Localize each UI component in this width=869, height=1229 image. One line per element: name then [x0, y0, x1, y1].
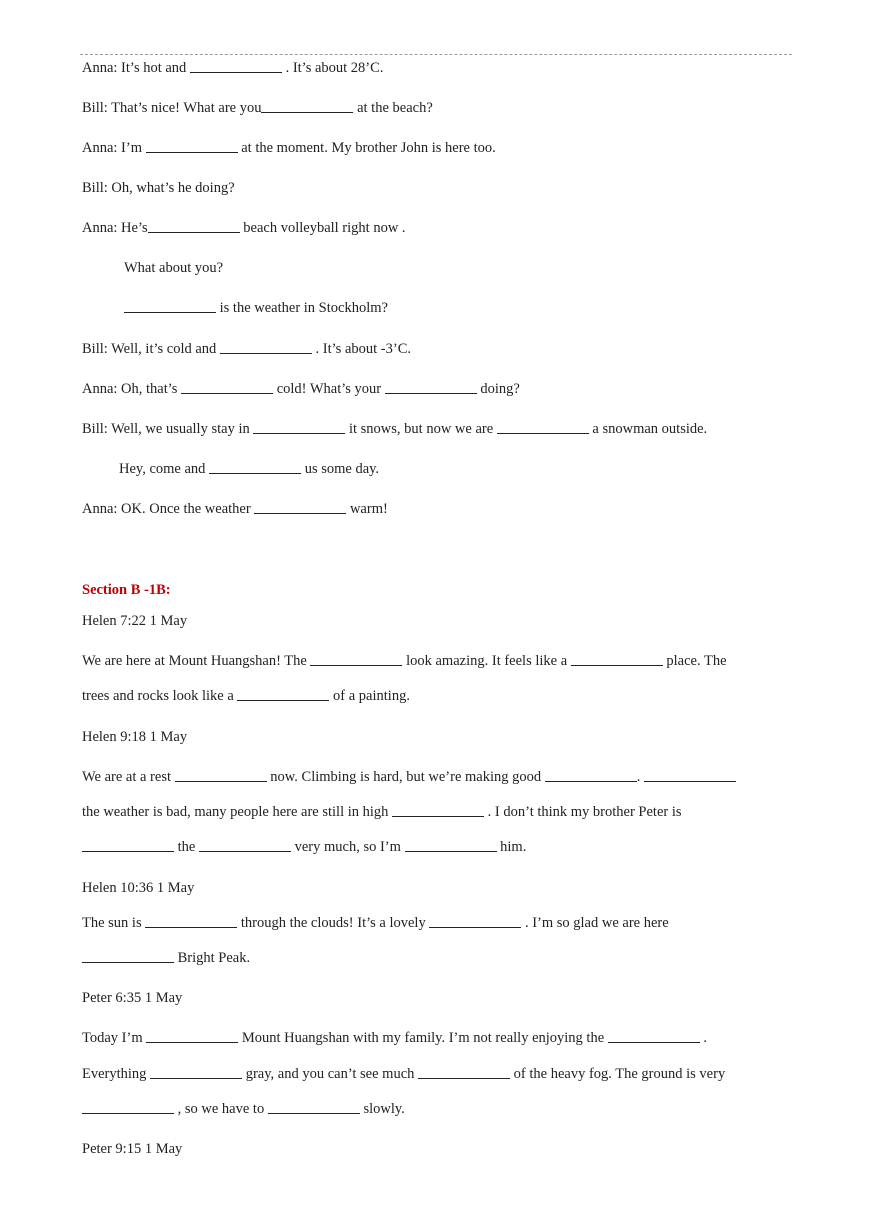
line-text: place. The: [662, 653, 727, 669]
header-rule: [80, 54, 792, 55]
line-text: Hey, come and: [119, 461, 210, 477]
line-text: We are at a rest: [82, 769, 175, 785]
line-text: .: [699, 1030, 708, 1046]
line-text: Helen 10:36 1 May: [82, 880, 195, 896]
answer-blank[interactable]: [175, 780, 267, 782]
line-text: Bill: Well, it’s cold and: [82, 341, 220, 357]
line-text: Peter 6:35 1 May: [82, 990, 183, 1006]
answer-blank[interactable]: [545, 780, 637, 782]
line-text: .: [636, 769, 645, 785]
line-text: . I don’t think my brother Peter is: [484, 804, 682, 820]
line-text: is the weather in Stockholm?: [216, 300, 388, 316]
answer-blank[interactable]: [190, 71, 282, 73]
text-line: [82, 839, 526, 856]
line-text: Bill: Well, we usually stay in: [82, 421, 254, 437]
line-text: trees and rocks look like a: [82, 688, 238, 704]
line-text: The sun is: [82, 915, 146, 931]
answer-blank[interactable]: [146, 1041, 238, 1043]
answer-blank[interactable]: [148, 231, 240, 233]
answer-blank[interactable]: [82, 961, 174, 963]
line-text: gray, and you can’t see much: [242, 1066, 419, 1082]
line-text: now. Climbing is hard, but we’re making good: [266, 769, 545, 785]
text-line: [82, 1101, 405, 1118]
text-line: [82, 501, 388, 518]
answer-blank[interactable]: [124, 311, 216, 313]
section-heading: Section B -1B:: [82, 582, 171, 598]
answer-blank[interactable]: [253, 432, 345, 434]
answer-blank[interactable]: [82, 850, 174, 852]
line-text: Helen 9:18 1 May: [82, 729, 188, 745]
text-line: [82, 804, 682, 821]
line-text: at the moment. My brother John is here too.: [237, 140, 496, 156]
line-text: Bright Peak.: [174, 950, 251, 966]
line-text: . It’s about 28’C.: [281, 60, 384, 76]
text-line: [82, 915, 669, 932]
line-text: Everything: [82, 1066, 151, 1082]
text-line: [82, 60, 383, 77]
line-text: warm!: [346, 501, 388, 517]
line-text: the: [174, 839, 199, 855]
line-text: Today I’m: [82, 1030, 147, 1046]
line-text: Mount Huangshan with my family. I’m not really enjoying the: [238, 1030, 608, 1046]
text-line: [82, 729, 187, 746]
line-text: Anna: It’s hot and: [82, 60, 190, 76]
line-text: cold! What’s your: [273, 381, 385, 397]
answer-blank[interactable]: [145, 926, 237, 928]
line-text: . I’m so glad we are here: [521, 915, 669, 931]
answer-blank[interactable]: [82, 1112, 174, 1114]
line-text: We are here at Mount Huangshan! The: [82, 653, 311, 669]
answer-blank[interactable]: [146, 151, 238, 153]
answer-blank[interactable]: [571, 664, 663, 666]
text-line: [82, 220, 406, 237]
line-text: doing?: [476, 381, 520, 397]
line-text: look amazing. It feels like a: [402, 653, 571, 669]
line-text: . It’s about -3’C.: [311, 341, 411, 357]
answer-blank[interactable]: [497, 432, 589, 434]
answer-blank[interactable]: [209, 472, 301, 474]
text-line: [82, 1141, 182, 1158]
line-text: it snows, but now we are: [345, 421, 497, 437]
answer-blank[interactable]: [418, 1077, 510, 1079]
answer-blank[interactable]: [237, 699, 329, 701]
text-line: [82, 381, 520, 398]
line-text: Bill: Oh, what’s he doing?: [82, 180, 235, 196]
text-line: [82, 880, 194, 897]
answer-blank[interactable]: [310, 664, 402, 666]
answer-blank[interactable]: [608, 1041, 700, 1043]
answer-blank[interactable]: [644, 780, 736, 782]
text-line: [124, 300, 388, 317]
answer-blank[interactable]: [220, 352, 312, 354]
line-text: Bill: That’s nice! What are you: [82, 100, 262, 116]
line-text: of a painting.: [329, 688, 410, 704]
line-text: at the beach?: [353, 100, 433, 116]
answer-blank[interactable]: [429, 926, 521, 928]
line-text: of the heavy fog. The ground is very: [510, 1066, 726, 1082]
line-text: Anna: He’s: [82, 220, 148, 236]
text-line: [82, 341, 411, 358]
answer-blank[interactable]: [181, 392, 273, 394]
text-line: [119, 461, 379, 478]
text-line: [82, 653, 727, 670]
text-line: [82, 1066, 725, 1083]
text-line: [82, 950, 250, 967]
line-text: beach volleyball right now .: [239, 220, 406, 236]
text-line: [82, 100, 433, 117]
text-line: [82, 613, 187, 630]
text-line: [124, 260, 223, 277]
answer-blank[interactable]: [150, 1077, 242, 1079]
text-line: [82, 582, 171, 599]
line-text: him.: [496, 839, 527, 855]
answer-blank[interactable]: [254, 512, 346, 514]
answer-blank[interactable]: [385, 392, 477, 394]
line-text: a snowman outside.: [588, 421, 708, 437]
line-text: , so we have to: [174, 1101, 268, 1117]
line-text: the weather is bad, many people here are still in high: [82, 804, 393, 820]
line-text: very much, so I’m: [290, 839, 405, 855]
line-text: Helen 7:22 1 May: [82, 613, 188, 629]
answer-blank[interactable]: [199, 850, 291, 852]
text-line: [82, 990, 182, 1007]
answer-blank[interactable]: [261, 111, 353, 113]
text-line: [82, 140, 496, 157]
answer-blank[interactable]: [405, 850, 497, 852]
text-line: [82, 1030, 707, 1047]
line-text: Peter 9:15 1 May: [82, 1141, 183, 1157]
text-line: [82, 769, 736, 786]
text-line: [82, 421, 707, 438]
text-line: [82, 180, 235, 197]
line-text: What about you?: [124, 260, 224, 276]
answer-blank[interactable]: [268, 1112, 360, 1114]
answer-blank[interactable]: [392, 815, 484, 817]
line-text: Anna: Oh, that’s: [82, 381, 182, 397]
line-text: Anna: OK. Once the weather: [82, 501, 255, 517]
line-text: Anna: I’m: [82, 140, 146, 156]
line-text: slowly.: [359, 1101, 405, 1117]
text-line: [82, 688, 410, 705]
line-text: us some day.: [301, 461, 380, 477]
line-text: through the clouds! It’s a lovely: [237, 915, 430, 931]
